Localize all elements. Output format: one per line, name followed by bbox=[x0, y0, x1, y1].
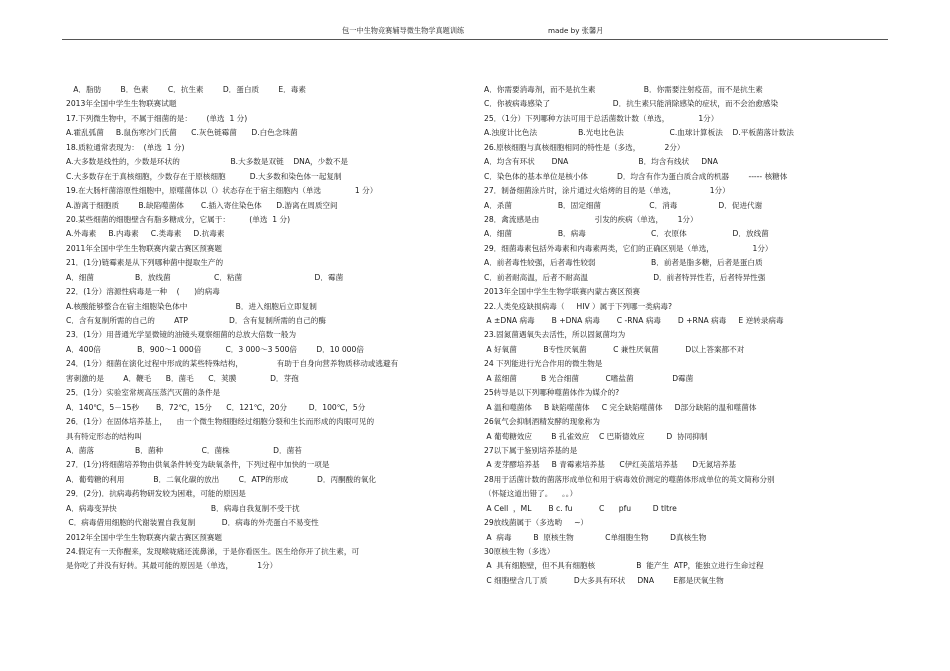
left-column bbox=[66, 83, 486, 574]
question-text-line: C．含有复制所需的自己的 ATP D．含有复制所需的自己的酶 bbox=[66, 316, 326, 325]
question-text-line: A.核酸能够整合在宿主细胞染色体中 B．进入细胞后立即复制 bbox=[66, 301, 317, 311]
question-text-line: 22．(1分）溶源性病毒是一种 ( )的病毒 bbox=[66, 287, 220, 297]
question-text-line: 2012年全国中学生生物联赛内蒙古赛区预赛题 bbox=[66, 532, 223, 542]
question-text-line: 24 下列能进行光合作用的微生物是 bbox=[484, 359, 603, 369]
question-text-line: 20.某些细菌的细胞壁含有脂多糖成分，它属于： (单选 1 分) bbox=[66, 214, 291, 224]
question-text-line: A 好氧菌 B专性厌氧菌 C 兼性厌氧菌 D以上答案都不对 bbox=[484, 344, 745, 354]
page-header bbox=[0, 26, 950, 40]
question-text-line: 是你吃了并没有好转。其最可能的原因是（单选， 1分） bbox=[66, 561, 278, 571]
question-text-line: 27．制备细菌涂片时，涂片通过火焰烤的目的是（单选， 1分） bbox=[484, 186, 730, 196]
question-text-line: 23．(1分）用普通光学显微镜的油镜头观察细菌的总放大倍数一般为 bbox=[66, 330, 297, 340]
header-author: made by 张馨月 bbox=[548, 26, 604, 35]
question-text-line: A．你需要消毒剂，而不是抗生素 B．你需要注射疫苗，而不是抗生素 bbox=[484, 85, 763, 94]
question-text-line: A 温和噬菌体 B 缺陷噬菌体 C 完全缺陷噬菌体 D部分缺陷的温和噬菌体 bbox=[484, 402, 757, 412]
question-text-line: 26．(1分）在固体培养基上， 由一个微生物细胞经过细胞分裂和生长而形成的肉眼可见的 bbox=[66, 417, 375, 427]
question-text-line: C．你被病毒感染了 D．抗生素只能消除感染的症状，而不会治愈感染 bbox=[484, 99, 779, 109]
question-text-line: C．前者耐高温，后者不耐高温 D．前者特异性若，后者特异性强 bbox=[484, 272, 766, 282]
question-text-line: 2011年全国中学生生物联赛内蒙古赛区预赛题 bbox=[66, 243, 223, 253]
question-text-line: A 麦芽醪培养基 B 青霉素培养基 C伊红美蓝培养基 D无氮培养基 bbox=[484, 460, 737, 470]
question-text-line: 22.人类免疫缺损病毒（ HIV ）属于下列哪一类病毒? bbox=[484, 301, 673, 311]
question-text-line: A．脂肪 B．色素 C．抗生素 D．蛋白质 E．毒素 bbox=[66, 85, 306, 94]
header-title: 包一中生物竞赛辅导微生物学真题训练 bbox=[342, 26, 465, 35]
question-text-line: A.大多数是线性的，少数是环状的 B.大多数是双链 DNA，少数不是 bbox=[66, 157, 349, 167]
question-text-line: 25．(1分）实验室常规高压蒸汽灭菌的条件是 bbox=[66, 388, 221, 398]
header-divider bbox=[62, 39, 888, 40]
question-text-line: C．染色体的基本单位是核小体 D．均含有作为蛋白质合成的机器 ----- 核糖体 bbox=[484, 171, 788, 181]
question-text-line: A ±DNA 病毒 B +DNA 病毒 C -RNA 病毒 D +RNA 病毒 E 逆转录病毒 bbox=[484, 316, 784, 325]
question-text-line: C 细胞壁含几丁质 D大多具有环状 DNA E都是厌氧生物 bbox=[484, 575, 724, 585]
question-text-line: A．均含有环状 DNA B．均含有线状 DNA bbox=[484, 157, 718, 167]
question-text-line: A Cell ，ML B c. fu C pfu D tltre bbox=[484, 503, 677, 513]
question-text-line: A 具有细胞壁，但不具有细胞核 B 能产生 ATP，能独立进行生命过程 bbox=[484, 561, 764, 571]
question-text-line: 17.下列微生物中，不属于细菌的是： (单选 1 分) bbox=[66, 113, 248, 123]
question-text-line: （怀疑这道出错了。 。。） bbox=[484, 489, 578, 499]
question-text-line: A 病毒 B 原核生物 C单细胞生物 D真核生物 bbox=[484, 532, 707, 542]
question-text-line: A.外毒素 B.内毒素 C.类毒素 D.抗毒素 bbox=[66, 229, 225, 239]
question-text-line: 2013年全国中学生生物学联赛内蒙古赛区预赛 bbox=[484, 287, 641, 297]
question-text-line: A．菌落 B．菌种 C．菌株 D．菌苔 bbox=[66, 445, 302, 455]
question-text-line: A.浊度计比色法 B.光电比色法 C.血球计算板法 D.平板菌落计数法 bbox=[484, 128, 794, 138]
question-text-line: A．前者毒性较强，后者毒性较弱 B．前者是脂多糖，后者是蛋白质 bbox=[484, 258, 763, 268]
question-text-line: 18.质粒通常表现为： (单选 1 分) bbox=[66, 142, 185, 152]
question-text-line: 24．(1分）细菌在演化过程中形成的某些特殊结构， 有助于自身向营养物质移动或逃避有 bbox=[66, 359, 399, 369]
question-text-line: 26.原核细胞与真核细胞相同的特性是（多选， 2分） bbox=[484, 142, 685, 152]
question-text-line: 28．禽流感是由 引发的疾病（单选， 1分） bbox=[484, 214, 698, 224]
right-column bbox=[484, 83, 904, 588]
question-text-line: A．杀菌 B．固定细菌 C．消毒 D．促进代谢 bbox=[484, 200, 763, 210]
question-text-line: A 蓝细菌 B 光合细菌 C嗜盐菌 D霉菌 bbox=[484, 373, 694, 383]
question-text-line: A.游离于细胞质 B.缺陷噬菌体 C.插入寄住染色体 D.游离在周质空间 bbox=[66, 200, 338, 210]
question-text-line: A．400倍 B．900～1 000倍 C．3 000～3 500倍 D．10 000倍 bbox=[66, 344, 364, 354]
question-text-line: 19.在大肠杆菌溶原性细胞中，原噬菌体以（）状态存在于宿主细胞内（单选 1 分） bbox=[66, 186, 378, 196]
question-text-line: 26氧气会抑制酒精发酵的现象称为 bbox=[484, 417, 600, 427]
question-text-line: 27．(1分)将细菌培养物由供氧条件转变为缺氧条件，下列过程中加快的一项是 bbox=[66, 460, 330, 470]
question-text-line: 27以下属于鉴别培养基的是 bbox=[484, 445, 578, 455]
question-text-line: 25转导是以下列哪种噬菌体作为媒介的? bbox=[484, 388, 620, 398]
question-text-line: 2013年全国中学生生物联赛试题 bbox=[66, 99, 177, 109]
question-text-line: A．葡萄糖的利用 B．二氧化碳的放出 C．ATP的形成 D．丙酮酸的氧化 bbox=[66, 474, 377, 484]
question-text-line: A.霍乱弧菌 B.鼠伤寒沙门氏菌 C.灰色链霉菌 D.白色念珠菌 bbox=[66, 128, 298, 138]
question-text-line: C．病毒借用细胞的代谢装置自我复制 D．病毒的外壳蛋白不易变性 bbox=[66, 518, 319, 528]
question-text-line: 23.固氮菌遇氧失去活性，所以固氮菌均为 bbox=[484, 330, 626, 340]
question-text-line: 24.假定有一天你醒来，发现喉咙痛还流鼻涕，于是你看医生。医生给你开了抗生素，可 bbox=[66, 547, 360, 556]
question-text-line: A 葡萄糖效应 B 孔雀效应 C 巴斯德效应 D 协同抑制 bbox=[484, 431, 708, 441]
question-text-line: A．细菌 B．放线菌 C．粘菌 D．霉菌 bbox=[66, 272, 344, 282]
question-text-line: 21．(1分)链霉素是从下列哪种菌中提取生产的 bbox=[66, 258, 224, 268]
question-text-line: A．细菌 B．病毒 C．衣原体 D．放线菌 bbox=[484, 229, 769, 239]
question-text-line: 30原核生物（多选） bbox=[484, 547, 555, 556]
question-text-line: 29放线菌属于（多选哟 ~） bbox=[484, 518, 589, 528]
question-text-line: 29．(2分)．抗病毒药物研发较为困难，可能的原因是 bbox=[66, 489, 246, 499]
question-text-line: A．病毒变异快 B．病毒自我复制不受干扰 bbox=[66, 503, 300, 513]
question-text-line: 28用于活菌计数的菌落形成单位和用于病毒效价测定的噬菌体形成单位的英文简称分别 bbox=[484, 474, 775, 484]
question-text-line: 具有特定形态的结构叫 bbox=[66, 431, 142, 441]
question-text-line: 25．（1分）下列哪种方法可用于总活菌数计数（单选， 1分） bbox=[484, 113, 719, 123]
question-text-line: 29．细菌毒素包括外毒素和内毒素两类，它们的正确区别是（单选， 1分） bbox=[484, 243, 773, 253]
question-text-line: 害刺激的是 A．鞭毛 B．菌毛 C．荚膜 D．芽孢 bbox=[66, 373, 299, 383]
question-text-line: A．140℃，5－15秒 B．72℃，15分 C．121℃，20分 D．100℃，5分 bbox=[66, 402, 366, 412]
question-text-line: C.大多数存在于真核细胞，少数存在于原核细胞 D.大多数和染色体一起复制 bbox=[66, 171, 342, 181]
